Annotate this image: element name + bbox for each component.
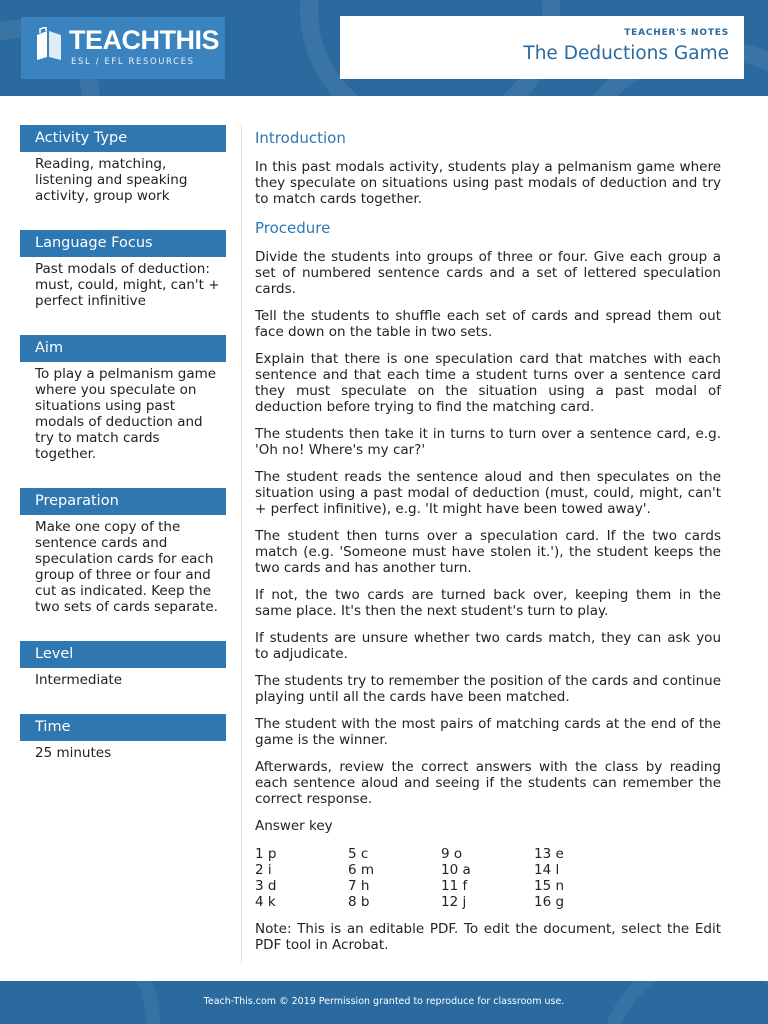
page-title: The Deductions Game [523,43,729,64]
answer-item: 3 d [255,878,277,894]
answer-item: 5 c [348,846,369,862]
open-book-icon [35,27,63,61]
answer-item: 11 f [441,878,468,894]
page-header [0,0,768,96]
answer-item: 6 m [348,862,375,878]
introduction-text: In this past modals activity, students play a pelmanism game where they speculate on situations using past modals of deduction and try to match cards together. [255,159,721,207]
procedure-step: If not, the two cards are turned back over, keeping them in the same place. It's then the next student's turn to play. [255,587,721,619]
title-box [340,16,744,79]
sidebar-heading: Language Focus [20,230,226,257]
answer-item: 14 l [534,862,560,878]
sidebar-body: To play a pelmanism game where you speculate on situations using past modals of deduction and try to match cards together. [35,366,217,462]
sidebar-section-aim [20,335,226,462]
sidebar-body: Intermediate [35,672,123,688]
sidebar [20,125,226,761]
sidebar-section-activity-type [20,125,226,204]
procedure-step: If students are unsure whether two cards match, they can ask you to adjudicate. [255,630,721,662]
answer-item: 1 p [255,846,277,862]
copyright-notice: Teach-This.com © 2019 Permission granted to reproduce for classroom use. [203,996,565,1007]
procedure-step: The students then take it in turns to turn over a sentence card, e.g. 'Oh no! Where's my car?' [255,426,721,458]
procedure-step: The student then turns over a speculation card. If the two cards match (e.g. 'Someone must have stolen it.'), the student keeps the two cards and has another turn. [255,528,721,576]
answer-item: 9 o [441,846,463,862]
column-divider [241,125,242,963]
answer-item: 16 g [534,894,565,910]
teachthis-logo[interactable] [21,17,225,79]
sidebar-section-language-focus [20,230,226,309]
procedure-step: Afterwards, review the correct answers with the class by reading each sentence aloud and seeing if the students can remember the correct response. [255,759,721,807]
answer-item: 8 b [348,894,370,910]
main-content [255,128,721,953]
answer-item: 13 e [534,846,564,862]
procedure-step: Tell the students to shuffle each set of cards and spread them out face down on the table in two sets. [255,308,721,340]
procedure-step: The students try to remember the position of the cards and continue playing until all the cards have been matched. [255,673,721,705]
page-footer [0,981,768,1024]
answer-item: 7 h [348,878,370,894]
brand-tagline: ESL / EFL RESOURCES [71,57,195,67]
answer-key-label: Answer key [255,818,333,834]
sidebar-body: Past modals of deduction: must, could, might, can't + perfect infinitive [35,261,220,309]
introduction-heading: Introduction [255,129,346,147]
answer-key-grid [255,846,721,910]
teachers-notes-label: TEACHER'S NOTES [624,28,729,38]
brand-name: TEACHTHIS [69,25,219,55]
procedure-step: The student reads the sentence aloud and then speculates on the situation using a past modal of deduction (must, could, might, can't + perfect infinitive), e.g. 'It might have been towed away'. [255,469,721,517]
procedure-heading: Procedure [255,219,331,237]
sidebar-body: 25 minutes [35,745,112,761]
sidebar-heading: Aim [20,335,226,362]
answer-item: 15 n [534,878,565,894]
answer-item: 12 j [441,894,467,910]
sidebar-body: Reading, matching, listening and speaking activity, group work [35,156,188,204]
procedure-step: The student with the most pairs of matching cards at the end of the game is the winner. [255,716,721,748]
sidebar-section-time [20,714,226,761]
procedure-step: Explain that there is one speculation card that matches with each sentence and that each time a student turns over a sentence card they must speculate on the situation using a past modal of deduction before trying to find the matching card. [255,351,721,415]
answer-item: 4 k [255,894,276,910]
sidebar-heading: Activity Type [20,125,226,152]
sidebar-heading: Time [20,714,226,741]
procedure-step: Divide the students into groups of three or four. Give each group a set of numbered sentence cards and a set of lettered speculation cards. [255,249,721,297]
answer-item: 10 a [441,862,471,878]
sidebar-body: Make one copy of the sentence cards and speculation cards for each group of three or four and cut as indicated. Keep the two sets of cards separate. [35,519,218,615]
sidebar-section-level [20,641,226,688]
sidebar-section-preparation [20,488,226,615]
editable-pdf-note: Note: This is an editable PDF. To edit the document, select the Edit PDF tool in Acrobat. [255,921,721,953]
sidebar-heading: Preparation [20,488,226,515]
answer-item: 2 i [255,862,272,878]
sidebar-heading: Level [20,641,226,668]
